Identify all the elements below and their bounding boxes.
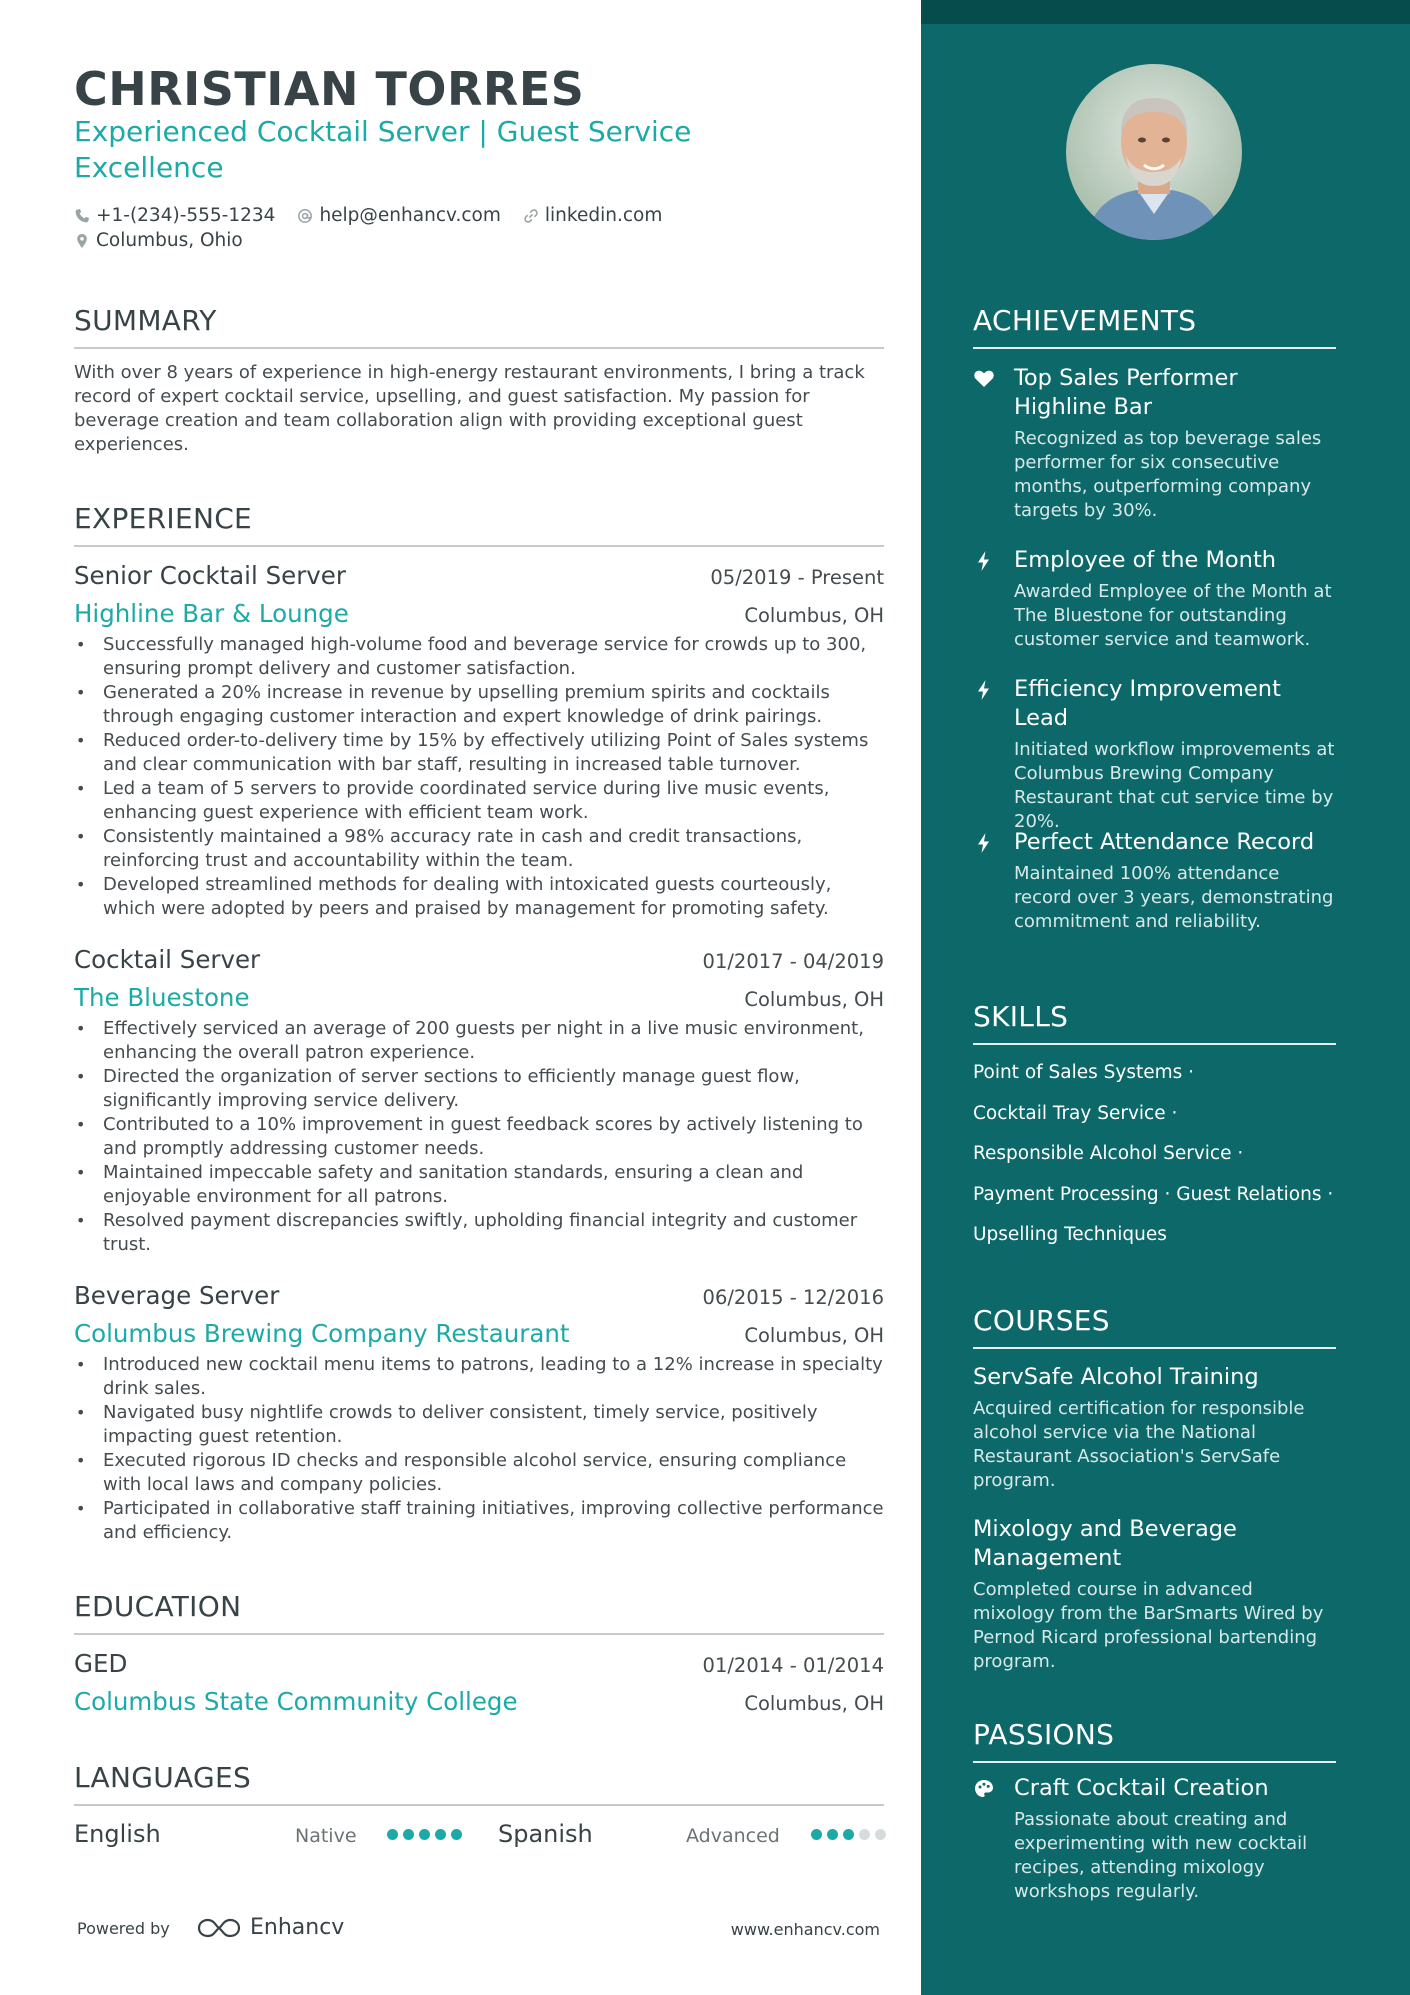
courses-title: COURSES (973, 1304, 1336, 1349)
education-dates: 01/2014 - 01/2014 (702, 1654, 884, 1677)
bullet-item: • Navigated busy nightlife crowds to deliver consistent, timely service, positively impacting guest retention. (74, 1401, 884, 1449)
bullet-item: • Resolved payment discrepancies swiftly, upholding financial integrity and customer trust. (74, 1209, 884, 1257)
achievement-desc: Awarded Employee of the Month at The Bluestone for outstanding customer service and teamwork. (1014, 581, 1332, 650)
education-title: EDUCATION (74, 1590, 884, 1635)
achievement-desc: Maintained 100% attendance record over 3 years, demonstrating commitment and reliability. (1014, 863, 1334, 932)
skill-line: Payment Processing · Guest Relations · (973, 1183, 1334, 1205)
language-rating (811, 1829, 886, 1840)
rating-dot-empty (875, 1829, 886, 1840)
job-title: Beverage Server (74, 1281, 280, 1310)
passions-section (973, 1718, 1336, 1763)
bullet-item: • Reduced order-to-delivery time by 15% by effectively utilizing Point of Sales systems and clear communication with bar staff, resulting in increased table turnover. (74, 729, 884, 777)
job-bullets (74, 1353, 884, 1545)
skill-line: Responsible Alcohol Service · (973, 1143, 1244, 1164)
courses-section (973, 1304, 1336, 1349)
email-text: help@enhancv.com (319, 205, 501, 226)
at-icon (297, 208, 313, 224)
rating-dot-filled (451, 1829, 462, 1840)
phone-contact[interactable] (74, 205, 275, 226)
achievement-item (973, 364, 1336, 523)
palette-icon (973, 1778, 995, 1800)
achievements-section (973, 304, 1336, 349)
contact-info (74, 203, 662, 253)
summary-text: With over 8 years of experience in high-energy restaurant environments, I bring a track record of expert cocktail service, upselling, and guest satisfaction. My passion for beverage creation and team collaboration align with providing exceptional guest experiences. (74, 362, 865, 455)
lightning-icon (973, 550, 995, 572)
achievement-item (973, 546, 1336, 652)
achievement-desc: Recognized as top beverage sales performer for six consecutive months, outperforming company targets by 30%. (1014, 428, 1322, 521)
bullet-item: • Consistently maintained a 98% accuracy rate in cash and credit transactions, reinforcing trust and accountability within the team. (74, 825, 884, 873)
education-location: Columbus, OH (744, 1692, 884, 1715)
location-contact (74, 230, 243, 251)
footer (74, 1915, 884, 1945)
phone-icon (74, 208, 90, 224)
sidebar (921, 0, 1410, 1995)
skill-line: Upselling Techniques (973, 1224, 1167, 1245)
profile-photo (1066, 64, 1242, 240)
passion-title: Craft Cocktail Creation (1014, 1775, 1269, 1801)
bullet-item: • Maintained impeccable safety and sanitation standards, ensuring a clean and enjoyable environment for all patrons. (74, 1161, 884, 1209)
job-entry (74, 561, 884, 921)
bullet-item: • Participated in collaborative staff training initiatives, improving collective performance and efficiency. (74, 1497, 884, 1545)
rating-dot-filled (387, 1829, 398, 1840)
rating-dot-filled (811, 1829, 822, 1840)
achievements-title: ACHIEVEMENTS (973, 304, 1336, 349)
job-title: Cocktail Server (74, 945, 261, 974)
languages-section (74, 1761, 884, 1806)
linkedin-text: linkedin.com (544, 205, 663, 226)
candidate-name: CHRISTIAN TORRES (74, 62, 585, 116)
company-name: Highline Bar & Lounge (74, 599, 349, 628)
job-entry (74, 1281, 884, 1545)
email-contact[interactable] (297, 205, 500, 226)
experience-title: EXPERIENCE (74, 502, 884, 547)
summary-title: SUMMARY (74, 304, 884, 349)
location-pin-icon (74, 233, 90, 249)
job-dates: 05/2019 - Present (710, 566, 884, 589)
skills-title: SKILLS (973, 1000, 1336, 1045)
language-name: English (74, 1820, 161, 1848)
bullet-item: • Led a team of 5 servers to provide coordinated service during live music events, enhancing guest experience with efficient team work. (74, 777, 884, 825)
bullet-item: • Effectively serviced an average of 200 guests per night in a live music environment, enhancing the overall patron experience. (74, 1017, 884, 1065)
enhancv-logo-icon (196, 1916, 242, 1940)
experience-section (74, 502, 884, 547)
job-bullets (74, 1017, 884, 1257)
rating-dot-filled (419, 1829, 430, 1840)
lightning-icon (973, 832, 995, 854)
degree: GED (74, 1649, 128, 1678)
bullet-item: • Developed streamlined methods for dealing with intoxicated guests courteously, which were adopted by peers and praised by management for promoting safety. (74, 873, 884, 921)
language-rating (387, 1829, 462, 1840)
job-entry (74, 945, 884, 1257)
languages-title: LANGUAGES (74, 1761, 884, 1806)
rating-dot-filled (403, 1829, 414, 1840)
course-title: Mixology and Beverage Management (973, 1516, 1237, 1571)
course-item (973, 1363, 1336, 1493)
skills-list (973, 1058, 1336, 1261)
bullet-item: • Directed the organization of server sections to efficiently manage guest flow, significantly improving service delivery. (74, 1065, 884, 1113)
course-title: ServSafe Alcohol Training (973, 1364, 1259, 1390)
language-level: Advanced (686, 1825, 780, 1847)
achievement-title: Efficiency Improvement Lead (1014, 676, 1281, 731)
lightning-icon (973, 679, 995, 701)
passion-desc: Passionate about creating and experimenting with new cocktail recipes, attending mixology workshops regularly. (1014, 1809, 1308, 1902)
achievement-item (973, 828, 1336, 934)
rating-dot-empty (859, 1829, 870, 1840)
achievement-title: Employee of the Month (1014, 547, 1277, 573)
course-desc: Acquired certification for responsible alcohol service via the National Restaurant Association's ServSafe program. (973, 1398, 1305, 1491)
sidebar-top-band (921, 0, 1410, 24)
location-text: Columbus, Ohio (96, 230, 243, 251)
passions-title: PASSIONS (973, 1718, 1336, 1763)
school-name: Columbus State Community College (74, 1687, 518, 1716)
job-dates: 06/2015 - 12/2016 (702, 1286, 884, 1309)
achievement-item (973, 675, 1336, 834)
job-location: Columbus, OH (744, 988, 884, 1011)
bullet-item: • Generated a 20% increase in revenue by upselling premium spirits and cocktails through engaging customer interaction and expert knowledge of drink pairings. (74, 681, 884, 729)
job-location: Columbus, OH (744, 1324, 884, 1347)
skill-line: Cocktail Tray Service · (973, 1102, 1178, 1124)
headline: Experienced Cocktail Server | Guest Service Excellence (74, 115, 692, 184)
course-desc: Completed course in advanced mixology from the BarSmarts Wired by Pernod Ricard professional bartending program. (973, 1579, 1324, 1672)
education-section (74, 1590, 884, 1635)
skills-section (973, 1000, 1336, 1045)
rating-dot-filled (827, 1829, 838, 1840)
heart-icon (973, 368, 995, 390)
bullet-item: • Successfully managed high-volume food and beverage service for crowds up to 300, ensuring prompt delivery and customer satisfaction. (74, 633, 884, 681)
course-item (973, 1515, 1336, 1674)
bullet-item: • Contributed to a 10% improvement in guest feedback scores by actively listening to and promptly addressing customer needs. (74, 1113, 884, 1161)
powered-by-label: Powered by (77, 1919, 170, 1938)
achievement-title: Perfect Attendance Record (1014, 829, 1315, 855)
job-dates: 01/2017 - 04/2019 (702, 950, 884, 973)
enhancv-logo[interactable] (196, 1915, 344, 1940)
linkedin-contact[interactable] (523, 205, 662, 226)
skill-line: Point of Sales Systems · (973, 1062, 1195, 1083)
bullet-item: • Introduced new cocktail menu items to patrons, leading to a 12% increase in specialty drink sales. (74, 1353, 884, 1401)
rating-dot-filled (435, 1829, 446, 1840)
summary-section (74, 304, 884, 457)
job-bullets (74, 633, 884, 921)
website-link[interactable]: www.enhancv.com (730, 1920, 880, 1939)
passion-item (973, 1774, 1336, 1904)
brand-name: Enhancv (250, 1915, 345, 1940)
bullet-item: • Executed rigorous ID checks and responsible alcohol service, ensuring compliance with local laws and company policies. (74, 1449, 884, 1497)
rating-dot-filled (843, 1829, 854, 1840)
languages-list (74, 1820, 884, 1850)
phone-text: +1-(234)-555-1234 (96, 205, 276, 226)
job-title: Senior Cocktail Server (74, 561, 346, 590)
achievement-title: Top Sales Performer Highline Bar (1014, 365, 1238, 420)
company-name: Columbus Brewing Company Restaurant (74, 1319, 570, 1348)
company-name: The Bluestone (74, 983, 250, 1012)
language-level: Native (295, 1825, 357, 1847)
link-icon (523, 208, 539, 224)
achievement-desc: Initiated workflow improvements at Columbus Brewing Company Restaurant that cut service time by 20%. (1014, 739, 1335, 832)
language-name: Spanish (498, 1820, 593, 1848)
education-entry (74, 1649, 884, 1716)
job-location: Columbus, OH (744, 604, 884, 627)
